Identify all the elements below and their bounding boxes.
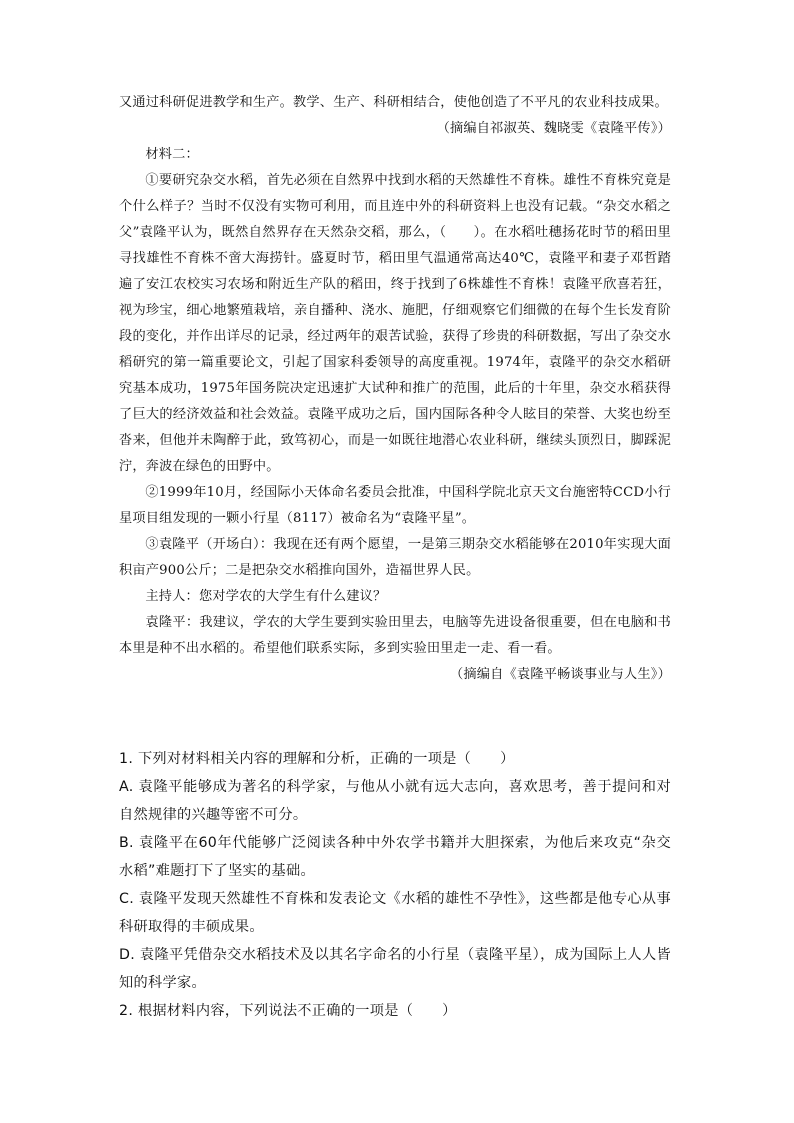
question-1-option-b: B. 袁隆平在60年代能够广泛阅读各种中外农学书籍并大胆探索，为他后来攻克“杂交水稻”难题打下了坚实的基础。: [119, 835, 671, 879]
questions-section: [119, 745, 671, 1025]
material-two-heading: 材料二：: [145, 147, 199, 162]
question-1-stem: 1. 下列对材料相关内容的理解和分析，正确的一项是（ ）: [119, 751, 515, 767]
question-2-stem: 2. 根据材料内容，下列说法不正确的一项是（ ）: [119, 1003, 457, 1019]
material-two-para1: ①要研究杂交水稻，首先必须在自然界中找到水稻的天然雄性不育株。雄性不育株究竟是个什么样子？当时不仅没有实物可利用，而且连中外的科研资料上也没有记载。“杂交水稻之父”袁隆平认为，既然自然界存在天然杂交稻，那么，（ ）。在水稻吐穗扬花时节的稻田里寻找雄性不育株不啻大海捞针。盛夏时节，稻田里气温通常高达40℃，袁隆平和妻子邓哲踏遍了安江农校实习农场和附近生产队的稻田，终于找到了6株雄性不育株！袁隆平欣喜若狂，视为珍宝，细心地繁殖栽培，亲自播种、浇水、施肥，仔细观察它们细微的在每个生长发育阶段的变化，并作出详尽的记录，经过两年的艰苦试验，获得了珍贵的科研数据，写出了杂交水稻研究的第一篇重要论文，引起了国家科委领导的高度重视。1974年，袁隆平的杂交水稻研究基本成功，1975年国务院决定迅速扩大试种和推广的范围，此后的十年里，杂交水稻获得了巨大的经济效益和社会效益。袁隆平成功之后，国内国际各种令人眩目的荣誉、大奖也纷至沓来，但他并未陶醉于此，致笃初心，而是一如既往地潜心农业科研，继续头顶烈日，脚踩泥泞，奔波在绿色的田野中。: [119, 173, 671, 474]
material-one-tail: 又通过科研促进教学和生产。教学、生产、科研相结合，使他创造了不平凡的农业科技成果。: [119, 95, 668, 110]
question-1-option-a: A. 袁隆平能够成为著名的科学家，与他从小就有远大志向，喜欢思考，善于提问和对自然规律的兴趣等密不可分。: [119, 779, 671, 823]
yuan-reply: 袁隆平：我建议，学农的大学生要到实验田里去，电脑等先进设备很重要，但在电脑和书本里是种不出水稻的。希望他们联系实际，多到实验田里走一走、看一看。: [119, 615, 671, 656]
host-question: 主持人：您对学农的大学生有什么建议？: [145, 589, 387, 604]
material-two-para2: ②1999年10月，经国际小天体命名委员会批准，中国科学院北京天文台施密特CCD小行星项目组发现的一颗小行星（8117）被命名为“袁隆平星”。: [119, 485, 671, 526]
question-1-option-c: C. 袁隆平发现天然雄性不育株和发表论文《水稻的雄性不孕性》，这些都是他专心从事科研取得的丰硕成果。: [119, 891, 671, 935]
material-two-para3: ③袁隆平（开场白）：我现在还有两个愿望，一是第三期杂交水稻能够在2010年实现大面积亩产900公斤；二是把杂交水稻推向国外，造福世界人民。: [119, 537, 671, 578]
question-1-option-d: D. 袁隆平凭借杂交水稻技术及以其名字命名的小行星（袁隆平星），成为国际上人人皆知的科学家。: [119, 947, 671, 991]
material-two-source: （摘编自《袁隆平畅谈事业与人生》）: [450, 667, 671, 682]
material-one-source: （摘编自祁淑英、魏晓雯《袁隆平传》）: [436, 121, 671, 136]
material-text: [119, 90, 671, 688]
